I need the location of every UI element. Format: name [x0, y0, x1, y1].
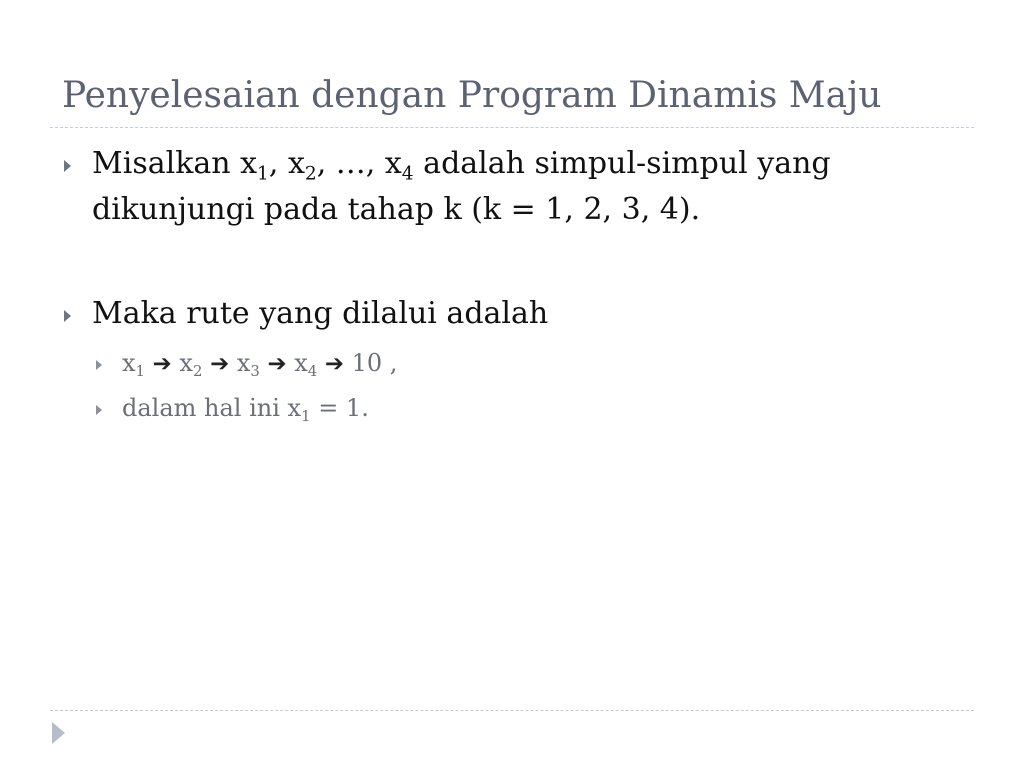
route-x2-sub: 2	[192, 362, 203, 381]
bullet-triangle-icon	[64, 310, 71, 322]
slide-title: Penyelesaian dengan Program Dinamis Maju	[62, 75, 882, 116]
bullet-1-text-a: Misalkan x	[92, 146, 258, 181]
route-x3-sub: 3	[250, 362, 260, 381]
bullet-1-sub-a: 1	[257, 163, 269, 185]
title-divider	[50, 127, 974, 128]
bullet-1-line-1	[92, 146, 831, 185]
route-x2: x	[179, 349, 193, 377]
arrow-right-icon: ➔	[210, 351, 230, 377]
footer-divider	[50, 710, 974, 711]
route-x1-sub: 1	[135, 362, 146, 381]
bullet-1-sub-b: 2	[304, 163, 317, 185]
arrow-right-icon: ➔	[267, 351, 287, 377]
sub-bullet-2	[122, 394, 369, 426]
bullet-1-sub-c: 4	[401, 163, 414, 185]
bullet-1-text-b: , x	[268, 146, 305, 181]
bullet-1-text-d: adalah simpul-simpul yang	[413, 146, 831, 181]
bullet-triangle-icon	[64, 160, 71, 172]
route-x3: x	[236, 349, 251, 377]
sub-bullet-2-sub: 1	[301, 407, 311, 426]
bullet-2-text: Maka rute yang dilalui adalah	[92, 296, 549, 331]
route-tail: 10 ,	[343, 349, 398, 377]
sub-bullet-triangle-icon	[96, 405, 102, 415]
arrow-right-icon: ➔	[324, 351, 344, 377]
sub-bullet-2-text-b: = 1.	[310, 394, 369, 422]
bullet-1-line-2: dikunjungi pada tahap k (k = 1, 2, 3, 4).	[92, 192, 701, 227]
bullet-1-text-c: , …, x	[316, 146, 402, 181]
sub-bullet-2-text-a: dalam hal ini x	[122, 394, 302, 422]
arrow-right-icon: ➔	[152, 351, 172, 377]
sub-bullet-triangle-icon	[96, 360, 102, 370]
route-x4: x	[294, 349, 308, 377]
play-triangle-icon[interactable]	[52, 722, 65, 744]
route-x1: x	[122, 349, 136, 377]
sub-bullet-1-route	[122, 349, 398, 381]
route-x4-sub: 4	[307, 362, 318, 381]
